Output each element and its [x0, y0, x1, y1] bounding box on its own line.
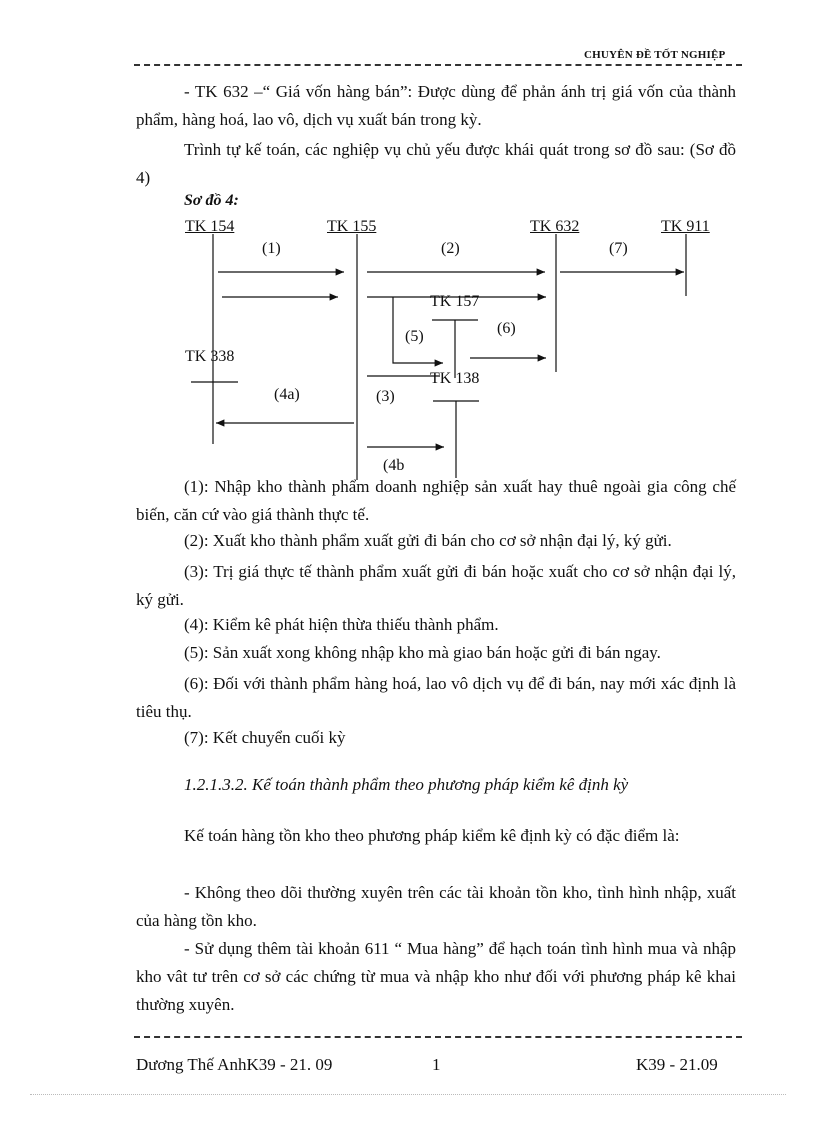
section-paragraph-1: Kế toán hàng tồn kho theo phương pháp kiểm kê định kỳ có đặc điểm là:	[184, 826, 680, 845]
tk632-label: TK 632	[530, 218, 580, 235]
header-title: CHUYÊN ĐỀ TỐT NGHIỆP	[584, 49, 726, 61]
label-4b: (4b	[383, 457, 405, 474]
tk338-label: TK 338	[185, 348, 235, 365]
diagram-title: Sơ đồ 4:	[184, 192, 239, 209]
tk911-label: TK 911	[661, 218, 710, 235]
note-3: (3): Trị giá thực tế thành phẩm xuất gửi đi bán hoặc xuất cho cơ sở nhận đại lý, ký gửi.	[136, 562, 736, 609]
section-heading: 1.2.1.3.2. Kế toán thành phẩm theo phương pháp kiểm kê định kỳ	[184, 775, 629, 794]
tk155-label: TK 155	[327, 218, 377, 235]
note-5: (5): Sản xuất xong không nhập kho mà giao bán hoặc gửi đi bán ngay.	[184, 643, 661, 662]
page-edge	[30, 1094, 786, 1095]
paragraph-tk632: - TK 632 –“ Giá vốn hàng bán”: Được dùng để phản ánh trị giá vốn của thành phẩm, hàng hoá, lao vô, dịch vụ xuất bán trong kỳ.	[136, 82, 736, 129]
label-6: (6)	[497, 320, 516, 337]
tk157-label: TK 157	[430, 293, 480, 310]
tk138-label: TK 138	[430, 370, 480, 387]
footer-author: Dương Thế AnhK39 - 21. 09	[136, 1055, 333, 1074]
note-7: (7): Kết chuyển cuối kỳ	[184, 728, 346, 747]
label-1: (1)	[262, 240, 281, 257]
label-5: (5)	[405, 328, 424, 345]
label-7: (7)	[609, 240, 628, 257]
label-4a: (4a)	[274, 386, 300, 403]
note-1: (1): Nhập kho thành phẩm doanh nghiệp sản xuất hay thuê ngoài gia công chế biến, căn cứ vào giá thành thực tế.	[136, 477, 736, 524]
footer-divider	[134, 1036, 742, 1038]
footer-class: K39 - 21.09	[636, 1055, 718, 1074]
section-paragraph-3: - Sử dụng thêm tài khoản 611 “ Mua hàng” để hạch toán tình hình mua và nhập kho vât tư trên cơ sở các chứng từ mua và nhập kho như đối với phương pháp kê khai thường xuyên.	[136, 939, 736, 1014]
label-2: (2)	[441, 240, 460, 257]
paragraph-intro-diagram: Trình tự kế toán, các nghiệp vụ chủ yếu được khái quát trong sơ đồ sau: (Sơ đồ 4)	[136, 140, 736, 187]
note-6: (6): Đối với thành phẩm hàng hoá, lao vô dịch vụ để đi bán, nay mới xác định là tiêu thụ.	[136, 674, 736, 721]
tk154-label: TK 154	[185, 218, 235, 235]
note-2: (2): Xuất kho thành phẩm xuất gửi đi bán cho cơ sở nhận đại lý, ký gửi.	[184, 531, 672, 550]
label-3: (3)	[376, 388, 395, 405]
section-paragraph-2: - Không theo dõi thường xuyên trên các tài khoản tồn kho, tình hình nhập, xuất của hàng tồn kho.	[136, 883, 736, 930]
note-4: (4): Kiểm kê phát hiện thừa thiếu thành phẩm.	[184, 615, 499, 634]
footer-page-number: 1	[432, 1055, 441, 1074]
